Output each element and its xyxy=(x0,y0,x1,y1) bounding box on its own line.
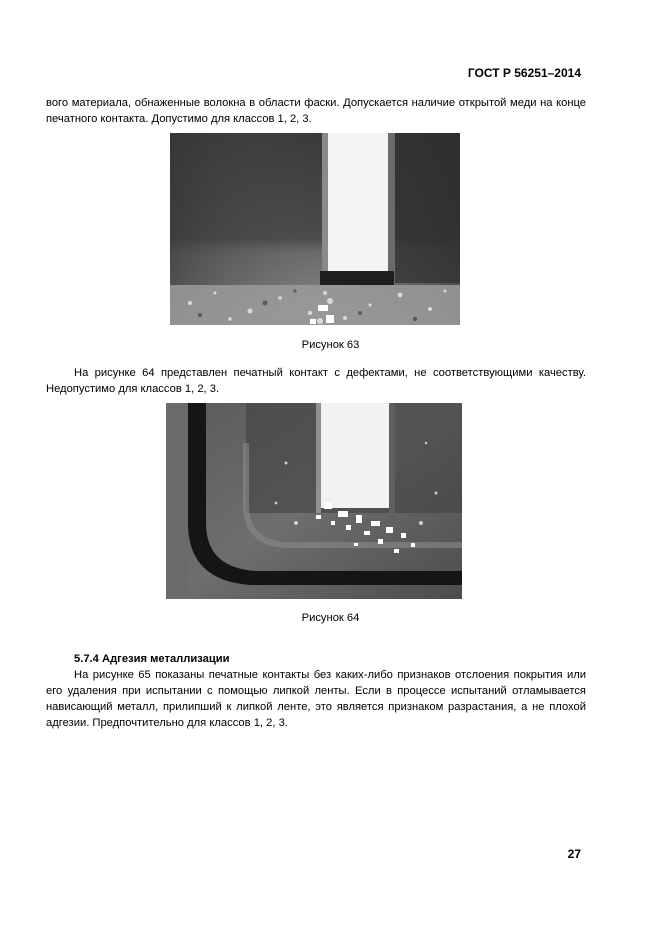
section-5-7-4 xyxy=(46,651,586,731)
figure-64-caption: Рисунок 64 xyxy=(301,612,360,624)
page-number: 27 xyxy=(567,847,581,861)
paragraph-figure-64-description xyxy=(46,365,586,397)
paragraph-text: На рисунке 64 представлен печатный контакт с дефектами, не соответствующими качеству. Недопустимо для классов 1, 2, 3. xyxy=(46,367,586,395)
figure-63-caption: Рисунок 63 xyxy=(301,339,360,351)
section-heading: 5.7.4 Адгезия металлизации xyxy=(74,653,230,665)
section-text: На рисунке 65 показаны печатные контакты без каких-либо признаков отслоения покрытия или его удаления при испытании с помощью липкой ленты. Если в процессе испытаний отламывается нависающий металл, прилипший к липкой ленте, это является признаком разрастания, а не плохой адгезии. Предпочтительно для классов 1, 2, 3. xyxy=(46,669,586,729)
paragraph-continuation: вого материала, обнаженные волокна в области фаски. Допускается наличие открытой меди на конце печатного контакта. Допустимо для классов 1, 2, 3. xyxy=(46,97,586,125)
figure-63-photo xyxy=(170,133,460,325)
document-header: ГОСТ Р 56251–2014 xyxy=(467,66,581,80)
figure-64-photo xyxy=(166,403,462,599)
